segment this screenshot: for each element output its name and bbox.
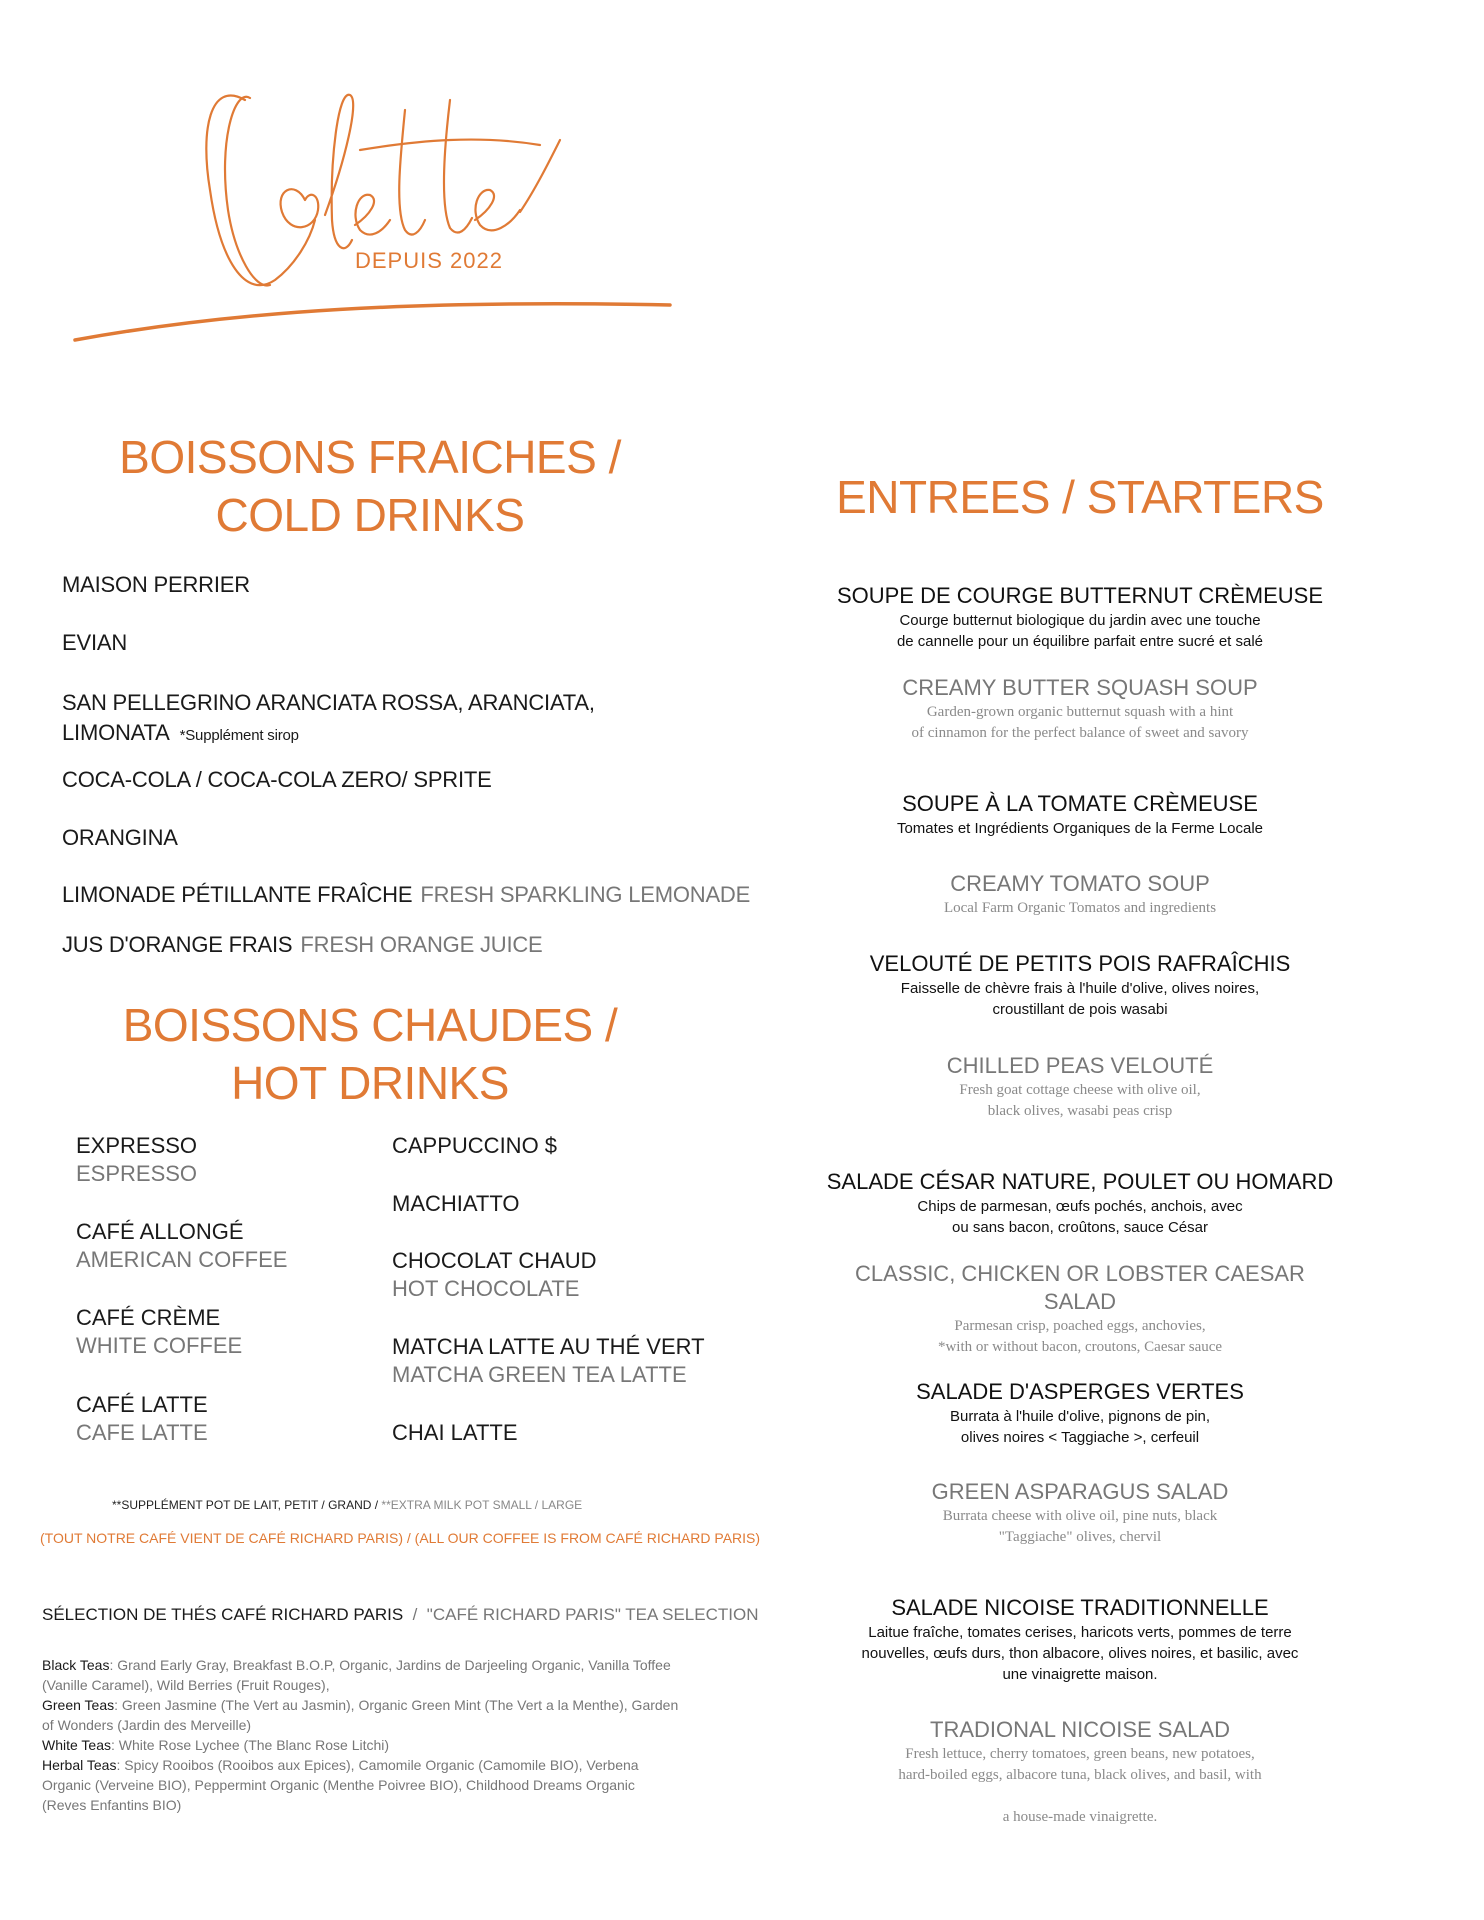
tea-selection-title: SÉLECTION DE THÉS CAFÉ RICHARD PARIS / "CAFÉ RICHARD PARIS" TEA SELECTION [42,1605,759,1624]
cold-item: EVIAN [62,630,128,655]
tea-white: White Teas: White Rose Lychee (The Blanc Rose Litchi) [42,1737,390,1753]
cold-item: SAN PELLEGRINO ARANCIATA ROSSA, ARANCIATA, LIMONATA *Supplément sirop [62,690,595,745]
tea-list [42,1655,682,1815]
hot-item: CAPPUCCINO $ [392,1133,558,1158]
hot-item: CHAI LATTE [392,1420,518,1445]
cold-item: ORANGINA [62,825,178,850]
tagline: DEPUIS 2022 [355,248,503,273]
starter-item: SALADE CÉSAR NATURE, POULET OU HOMARD Chips de parmesan, œufs pochés, anchois, avec ou sans bacon, croûtons, sauce César [826,1169,1334,1236]
hot-heading-line2: HOT DRINKS [231,1057,509,1109]
tea-green: Green Teas: Green Jasmine (The Vert au Jasmin), Organic Green Mint (The Vert a la Menthe), Garden of Wonders (Jardin des Merveille) [42,1697,679,1733]
hot-item: CAFÉ CRÈME WHITE COFFEE [76,1305,243,1358]
colette-logo [60,40,680,380]
hot-item: MACHIATTO [392,1191,520,1216]
cold-drinks-heading [60,428,680,544]
hot-item: MATCHA LATTE AU THÉ VERT MATCHA GREEN TEA LATTE [392,1334,705,1387]
hot-item: EXPRESSO ESPRESSO [76,1133,198,1186]
starter-item-en: CHILLED PEAS VELOUTÉ Fresh goat cottage cheese with olive oil, black olives, wasabi peas crisp [946,1053,1214,1119]
hot-heading-line1: BOISSONS CHAUDES / [122,999,618,1051]
cold-heading-line2: COLD DRINKS [215,489,525,541]
hot-item: CAFÉ ALLONGÉ AMERICAN COFFEE [76,1219,288,1272]
starter-item-en: GREEN ASPARAGUS SALAD Burrata cheese with olive oil, pine nuts, black "Taggiache" olives, chervil [931,1479,1229,1545]
tea-herbal: Herbal Teas: Spicy Rooibos (Rooibos aux Epices), Camomile Organic (Camomile BIO), Verbena Organic (Verveine BIO), Peppermint Organic (Menthe Poivree BIO), Childhood Dreams Organic (Reves Enfantins BIO) [42,1757,639,1813]
starter-item: SOUPE À LA TOMATE CRÈMEUSE Tomates et Ingrédients Organiques de la Ferme Locale [896,791,1264,837]
starter-item: SOUPE DE COURGE BUTTERNUT CRÈMEUSE Courge butternut biologique du jardin avec une touche de cannelle pour un équilibre parfait entre sucré et salé [836,583,1324,650]
supplement-note: *Supplément sirop [179,727,299,744]
cold-item: COCA-COLA / COCA-COLA ZERO/ SPRITE [62,767,492,792]
starter-item: VELOUTÉ DE PETITS POIS RAFRAÎCHIS Faisselle de chèvre frais à l'huile d'olive, olives noires, croustillant de pois wasabi [869,951,1291,1018]
milk-supplement-note: **SUPPLÉMENT POT DE LAIT, PETIT / GRAND / **EXTRA MILK POT SMALL / LARGE [112,1498,583,1512]
cold-item: JUS D'ORANGE FRAIS FRESH ORANGE JUICE [62,932,543,957]
starter-item-en: CREAMY BUTTER SQUASH SOUP Garden-grown organic butternut squash with a hint of cinnamon for the perfect balance of sweet and savory [902,675,1258,741]
coffee-origin-note: (TOUT NOTRE CAFÉ VIENT DE CAFÉ RICHARD PARIS) / (ALL OUR COFFEE IS FROM CAFÉ RICHARD PARIS) [40,1530,761,1546]
hot-item: CHOCOLAT CHAUD HOT CHOCOLATE [392,1248,597,1301]
cold-item: MAISON PERRIER [62,572,250,597]
starter-item-en: CLASSIC, CHICKEN OR LOBSTER CAESAR SALAD Parmesan crisp, poached eggs, anchovies, *with or without bacon, croutons, Caesar sauce [855,1261,1305,1355]
tea-black: Black Teas: Grand Early Gray, Breakfast B.O.P, Organic, Jardins de Darjeeling Organic, Vanilla Toffee (Vanille Caramel), Wild Berries (Fruit Rouges), [42,1657,671,1693]
starter-item-en: CREAMY TOMATO SOUP Local Farm Organic Tomatos and ingredients [943,871,1217,916]
cold-item: LIMONADE PÉTILLANTE FRAÎCHE FRESH SPARKLING LEMONADE [62,882,751,907]
starters-heading: ENTREES / STARTERS [836,471,1324,523]
starter-item: SALADE NICOISE TRADITIONNELLE Laitue fraîche, tomates cerises, haricots verts, pommes de terre nouvelles, œufs durs, thon albacore, olives noires, et basilic, avec une vinaigrette maison. [861,1595,1299,1683]
hot-item: CAFÉ LATTE CAFE LATTE [76,1392,208,1445]
starter-item: SALADE D'ASPERGES VERTES Burrata à l'huile d'olive, pignons de pin, olives noires < Taggiache >, cerfeuil [916,1379,1244,1446]
hot-drinks-heading [60,996,680,1112]
starter-item-en: TRADIONAL NICOISE SALAD Fresh lettuce, cherry tomatoes, green beans, new potatoes, hard-boiled eggs, albacore tuna, black olives, and basil, with a house-made vinaigrette. [898,1717,1262,1825]
cold-heading-line1: BOISSONS FRAICHES / [119,431,621,483]
